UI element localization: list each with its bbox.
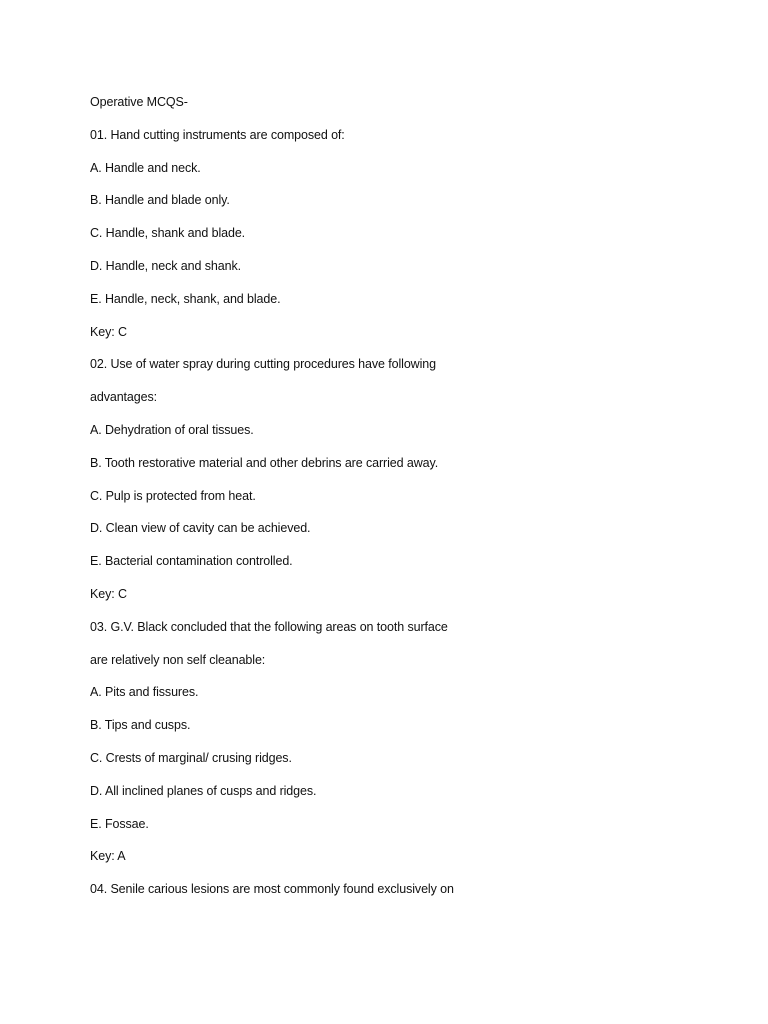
question-3-key: Key: A — [90, 849, 126, 864]
question-3-option-a: A. Pits and fissures. — [90, 685, 199, 700]
question-4-stem: 04. Senile carious lesions are most commonly found exclusively on — [90, 882, 454, 897]
question-2-option-a: A. Dehydration of oral tissues. — [90, 422, 254, 437]
question-3-stem-line-2: are relatively non self cleanable: — [90, 652, 266, 667]
question-2-option-c: C. Pulp is protected from heat. — [90, 488, 256, 503]
question-3-option-d: D. All inclined planes of cusps and ridges. — [90, 783, 317, 798]
question-2-key: Key: C — [90, 586, 127, 601]
question-3-option-e: E. Fossae. — [90, 816, 149, 831]
question-1-option-b: B. Handle and blade only. — [90, 193, 230, 208]
question-2-stem-line-2: advantages: — [90, 390, 158, 405]
question-2-option-b: B. Tooth restorative material and other debrins are carried away. — [90, 455, 439, 470]
question-3-option-b: B. Tips and cusps. — [90, 718, 191, 733]
question-1-stem: 01. Hand cutting instruments are composed of: — [90, 127, 345, 142]
question-2-stem-line-1: 02. Use of water spray during cutting procedures have following — [90, 357, 436, 372]
question-1-key: Key: C — [90, 324, 127, 339]
question-1-option-c: C. Handle, shank and blade. — [90, 226, 246, 241]
document-body — [90, 93, 730, 913]
question-2-option-d: D. Clean view of cavity can be achieved. — [90, 521, 311, 536]
question-3-option-c: C. Crests of marginal/ crusing ridges. — [90, 750, 292, 765]
question-1-option-d: D. Handle, neck and shank. — [90, 258, 241, 273]
document-title: Operative MCQS- — [90, 95, 188, 109]
question-1-option-e: E. Handle, neck, shank, and blade. — [90, 291, 281, 306]
question-3-stem-line-1: 03. G.V. Black concluded that the following areas on tooth surface — [90, 619, 448, 634]
question-1-option-a: A. Handle and neck. — [90, 160, 201, 175]
question-2-option-e: E. Bacterial contamination controlled. — [90, 554, 293, 569]
